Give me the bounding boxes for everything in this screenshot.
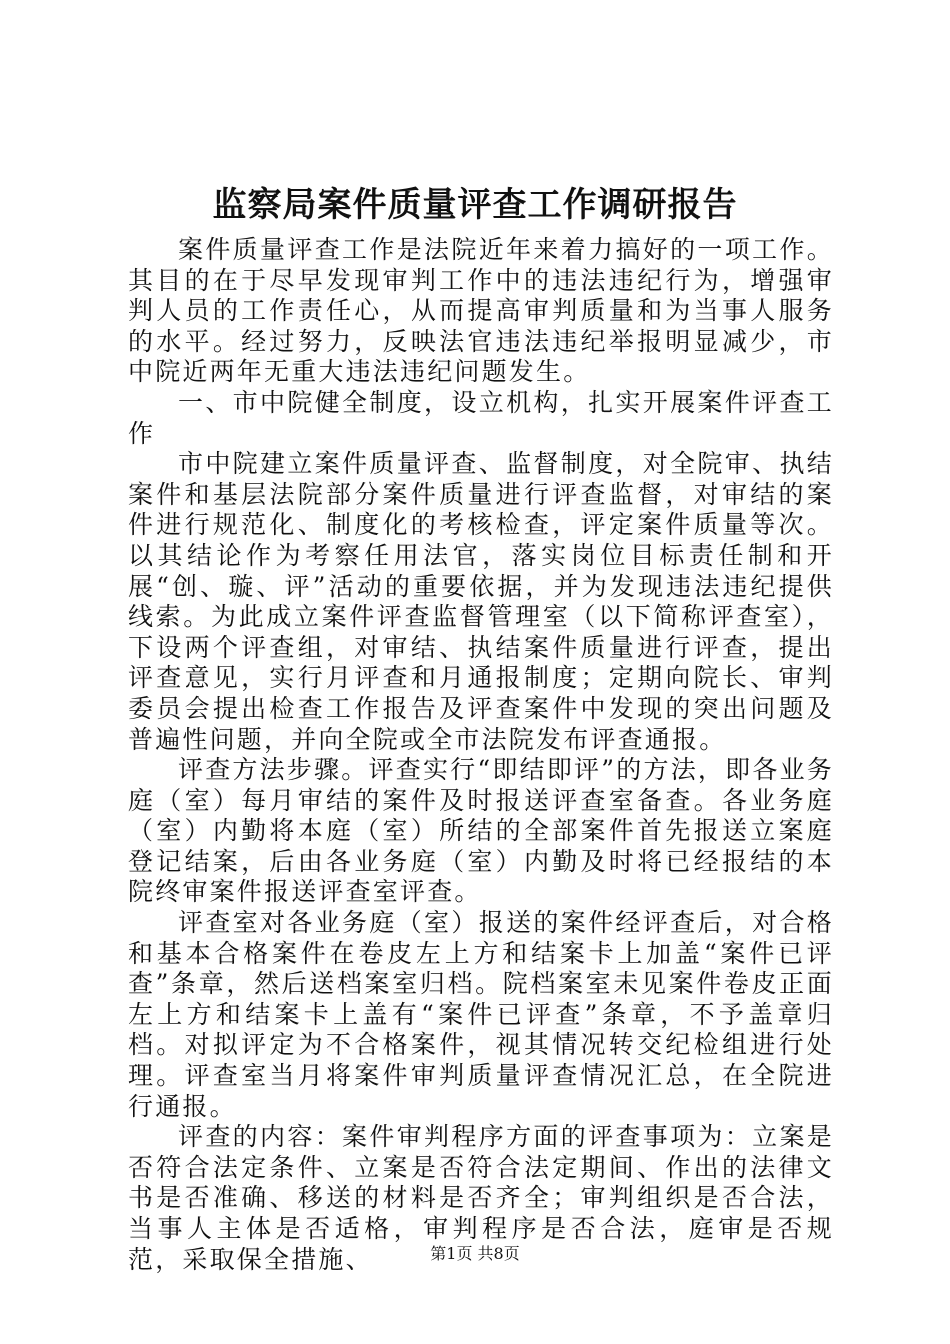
paragraph-process: 评查室对各业务庭（室）报送的案件经评查后，对合格和基本合格案件在卷皮左上方和结案卡上加盖“案件已评查”条章，然后送档案室归档。院档案室未见案件卷皮正面左上方和结案卡上盖有“案件已评查”条章，不予盖章归档。对拟评定为不合格案件，视其情况转交纪检组进行处理。评查室当月将案件审判质量评查情况汇总，在全院进行通报。 bbox=[128, 908, 834, 1121]
paragraph-content: 评查的内容：案件审判程序方面的评查事项为：立案是否符合法定条件、立案是否符合法定期间、作出的法律文书是否准确、移送的材料是否齐全；审判组织是否合法，当事人主体是否适格，审判程序是否合法，庭审是否规范，采取保全措施、 bbox=[128, 1122, 834, 1274]
document-title: 监察局案件质量评查工作调研报告 bbox=[212, 185, 738, 225]
paragraph-method: 评查方法步骤。评查实行“即结即评”的方法，即各业务庭（室）每月审结的案件及时报送评查室备查。各业务庭（室）内勤将本庭（室）所结的全部案件首先报送立案庭登记结案，后由各业务庭（室）内勤及时将已经报结的本院终审案件报送评查室评查。 bbox=[128, 755, 834, 907]
section-heading-1: 一、市中院健全制度，设立机构，扎实开展案件评查工作 bbox=[128, 387, 834, 448]
document-body bbox=[128, 235, 834, 1275]
paragraph-intro: 案件质量评查工作是法院近年来着力搞好的一项工作。其目的在于尽早发现审判工作中的违法违纪行为，增强审判人员的工作责任心，从而提高审判质量和为当事人服务的水平。经过努力，反映法官违法违纪举报明显减少，市中院近两年无重大违法违纪问题发生。 bbox=[128, 235, 834, 387]
page-footer: 第1页 共8页 bbox=[430, 1244, 520, 1263]
paragraph-system: 市中院建立案件质量评查、监督制度，对全院审、执结案件和基层法院部分案件质量进行评查监督，对审结的案件进行规范化、制度化的考核检查，评定案件质量等次。以其结论作为考察任用法官，落实岗位目标责任制和开展“创、璇、评”活动的重要依据，并为发现违法违纪提供线索。为此成立案件评查监督管理室（以下简称评查室），下设两个评查组，对审结、执结案件质量进行评查，提出评查意见，实行月评查和月通报制度；定期向院长、审判委员会提出检查工作报告及评查案件中发现的突出问题及普遍性问题，并向全院或全市法院发布评查通报。 bbox=[128, 449, 834, 754]
